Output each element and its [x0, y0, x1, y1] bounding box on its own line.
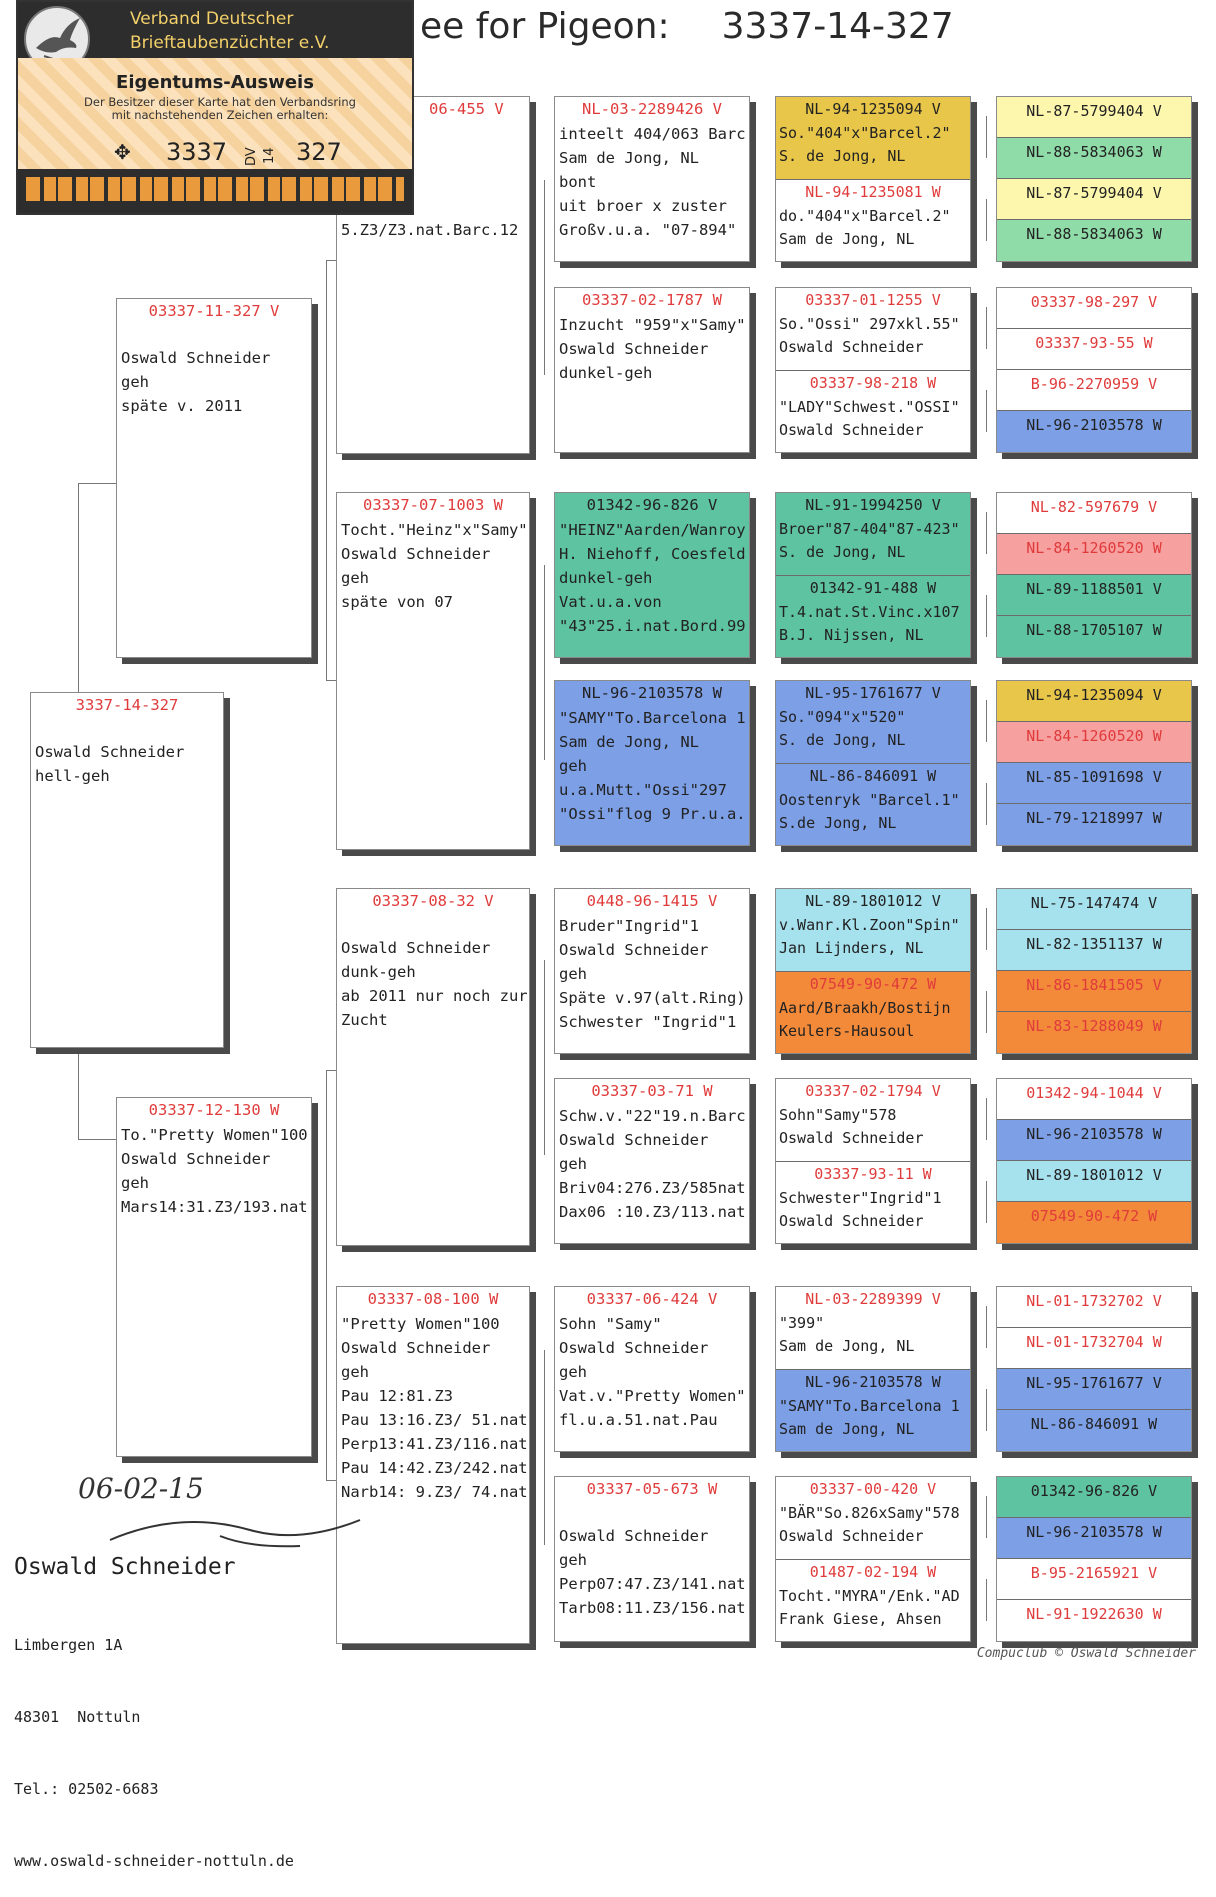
pedigree-ggp-3[interactable]: [554, 492, 750, 658]
ring-number: NL-94-1235094 V: [805, 100, 941, 118]
pedigree-mother[interactable]: [116, 1097, 312, 1457]
ring-number: 01342-91-488 W: [809, 579, 937, 597]
pigeon-info: Oswald Schneider hell-geh: [35, 743, 185, 785]
pigeon-info: 5.Z3/Z3.nat.Barc.12: [341, 221, 519, 239]
ring-number: NL-96-2103578 W: [805, 1373, 941, 1391]
ring-number: 03337-07-1003 W: [363, 496, 503, 514]
connector: [544, 180, 545, 375]
connector: [986, 1098, 987, 1140]
ring-number: 3337-14-327: [75, 696, 179, 714]
ancestor-ring[interactable]: NL-84-1260520 W: [997, 534, 1191, 575]
ancestor-ring[interactable]: NL-01-1732702 V: [997, 1287, 1191, 1328]
ring-number: 03337-02-1794 V: [805, 1082, 941, 1100]
pedigree-gggp-pair-4: [775, 680, 971, 846]
pedigree-gggp-6[interactable]: [776, 576, 970, 658]
connector: [544, 960, 545, 1155]
card-subtext: Der Besitzer dieser Karte hat den Verbandsring mit nachstehenden Zeichen erhalten:: [84, 95, 356, 122]
ancestor-ring[interactable]: NL-88-1705107 W: [997, 616, 1191, 657]
owner-name: Oswald Schneider: [14, 1554, 236, 1580]
seal-icon: ✥: [114, 140, 131, 164]
pedigree-grandparent-2[interactable]: [336, 492, 530, 850]
ancestor-ring[interactable]: 03337-98-297 V: [997, 288, 1191, 329]
pedigree-gggp-9[interactable]: [776, 889, 970, 972]
connector: [326, 260, 336, 261]
ancestor-ring[interactable]: NL-91-1922630 W: [997, 1600, 1191, 1641]
ring-number: 03337-06-424 V: [586, 1290, 718, 1308]
ring-number: 01487-02-194 W: [809, 1563, 937, 1581]
ancestor-ring[interactable]: NL-82-1351137 W: [997, 930, 1191, 971]
connector: [78, 1139, 116, 1140]
title-pigeon-number: 3337-14-327: [721, 6, 954, 47]
pedigree-ancestor-group-3: [996, 492, 1192, 658]
decorative-band: [26, 177, 404, 201]
pedigree-gggp-1[interactable]: [776, 97, 970, 180]
pedigree-ggp-1[interactable]: [554, 96, 750, 262]
pigeon-info: "Pretty Women"100 Oswald Schneider geh Pau 12:81.Z3 Pau 13:16.Z3/ 51.nat Perp13:41.Z3/116.nat Pau 14:42.Z3/242.nat Narb14: 9.Z3/ 74.nat: [341, 1315, 528, 1501]
pigeon-info: Oswald Schneider geh späte v. 2011: [121, 349, 271, 415]
ancestor-ring[interactable]: NL-95-1761677 V: [997, 1369, 1191, 1410]
pedigree-gggp-pair-1: [775, 96, 971, 262]
ancestor-ring[interactable]: NL-87-5799404 V: [997, 179, 1191, 220]
ancestor-ring[interactable]: NL-96-2103578 W: [997, 1518, 1191, 1559]
title-text: ee for Pigeon:: [420, 6, 670, 47]
page-title: [420, 6, 954, 47]
connector: [326, 1070, 336, 1071]
connector: [78, 483, 116, 484]
pedigree-gggp-2[interactable]: [776, 180, 970, 262]
ring-number: NL-03-2289426 V: [582, 100, 722, 118]
card-line-2: Brieftaubenzüchter e.V.: [130, 33, 330, 53]
connector: [326, 680, 336, 681]
ring-number: 03337-00-420 V: [809, 1480, 937, 1498]
card-line-1: Verband Deutscher: [130, 9, 294, 29]
pedigree-ggp-8[interactable]: [554, 1476, 750, 1642]
ring-number: 03337-02-1787 W: [582, 291, 722, 309]
pedigree-ancestor-group-8: [996, 1476, 1192, 1642]
pedigree-ancestor-group-1: [996, 96, 1192, 262]
ancestor-ring[interactable]: NL-01-1732704 W: [997, 1328, 1191, 1369]
ring-number: NL-03-2289399 V: [805, 1290, 941, 1308]
owner-website[interactable]: www.oswald-schneider-nottuln.de: [14, 1852, 294, 1870]
card-year: 14: [262, 147, 277, 164]
pedigree-gggp-pair-2: [775, 287, 971, 453]
pigeon-info: "SAMY"To.Barcelona 1 Sam de Jong, NL: [779, 1397, 960, 1438]
ring-number: 03337-12-130 W: [148, 1101, 280, 1119]
pigeon-info: "BÄR"So.826xSamy"578 Oswald Schneider: [779, 1504, 960, 1545]
pigeon-info: "SAMY"To.Barcelona 1 Sam de Jong, NL geh u.a.Mutt."Ossi"297 "Ossi"flog 9 Pr.u.a.: [559, 709, 746, 823]
connector: [78, 483, 79, 693]
connector: [986, 1496, 987, 1538]
pigeon-info: T.4.nat.St.Vinc.x107 B.J. Nijssen, NL: [779, 603, 960, 644]
pigeon-info: Aard/Braakh/Bostijn Keulers-Hausoul: [779, 999, 951, 1040]
ring-number: 07549-90-472 W: [809, 975, 937, 993]
connector: [986, 700, 987, 742]
pigeon-info: Sohn "Samy" Oswald Schneider geh Vat.v."Pretty Women" fl.u.a.51.nat.Pau: [559, 1315, 746, 1429]
owner-phone: Tel.: 02502-6683: [14, 1780, 159, 1798]
ancestor-ring[interactable]: 01342-96-826 V: [997, 1477, 1191, 1518]
card-heading: Eigentums-Ausweis: [116, 72, 314, 93]
ring-number: 03337-08-32 V: [372, 892, 494, 910]
pedigree-ggp-5[interactable]: [554, 888, 750, 1054]
ring-number: NL-91-1994250 V: [805, 496, 941, 514]
connector: [986, 1579, 987, 1621]
ring-number: 03337-05-673 W: [586, 1480, 718, 1498]
connector: [326, 1480, 336, 1481]
connector: [986, 512, 987, 554]
ring-number: 06-455 V: [429, 100, 504, 118]
ring-number: 03337-08-100 W: [367, 1290, 499, 1308]
connector: [326, 1070, 327, 1480]
pedigree-gggp-pair-8: [775, 1476, 971, 1642]
connector: [986, 991, 987, 1033]
connector: [544, 1350, 545, 1545]
pedigree-gggp-5[interactable]: [776, 493, 970, 576]
pedigree-gggp-8[interactable]: [776, 764, 970, 846]
pigeon-info: Inzucht "959"x"Samy" Oswald Schneider dunkel-geh: [559, 316, 746, 382]
pedigree-gggp-pair-6: [775, 1078, 971, 1244]
ring-number: 01342-96-826 V: [586, 496, 718, 514]
ancestor-ring[interactable]: 07549-90-472 W: [997, 1202, 1191, 1243]
pedigree-gggp-14[interactable]: [776, 1370, 970, 1452]
pigeon-info: To."Pretty Women"100 Oswald Schneider geh Mars14:31.Z3/193.nat: [121, 1126, 308, 1216]
pedigree-ancestor-group-2: [996, 287, 1192, 453]
ancestor-ring[interactable]: B-95-2165921 V: [997, 1559, 1191, 1600]
pedigree-gggp-15[interactable]: [776, 1477, 970, 1560]
ancestor-ring[interactable]: NL-96-2103578 W: [997, 1120, 1191, 1161]
pedigree-gggp-12[interactable]: [776, 1162, 970, 1244]
pedigree-ggp-7[interactable]: [554, 1286, 750, 1452]
ancestor-ring[interactable]: NL-89-1188501 V: [997, 575, 1191, 616]
pigeon-info: So."404"x"Barcel.2" S. de Jong, NL: [779, 124, 951, 165]
pigeon-info: So."Ossi" 297xkl.55" Oswald Schneider: [779, 315, 960, 356]
connector: [986, 307, 987, 349]
pigeon-info: v.Wanr.Kl.Zoon"Spin" Jan Lijnders, NL: [779, 916, 960, 957]
pigeon-info: Oswald Schneider dunk-geh ab 2011 nur noch zur Zucht: [341, 939, 528, 1029]
pedigree-gggp-11[interactable]: [776, 1079, 970, 1162]
pedigree-father[interactable]: [116, 298, 312, 658]
connector: [986, 908, 987, 950]
ancestor-ring[interactable]: NL-79-1218997 W: [997, 804, 1191, 845]
pedigree-ancestor-group-5: [996, 888, 1192, 1054]
card-dv: DV: [244, 147, 259, 166]
pedigree-grandparent-4[interactable]: [336, 1286, 530, 1644]
pedigree-gggp-pair-5: [775, 888, 971, 1054]
connector: [986, 116, 987, 158]
owner-block: [14, 1505, 294, 1897]
ring-number: 03337-93-11 W: [814, 1165, 932, 1183]
pedigree-gggp-10[interactable]: [776, 972, 970, 1054]
owner-street: Limbergen 1A: [14, 1636, 123, 1654]
ancestor-ring[interactable]: NL-94-1235094 V: [997, 681, 1191, 722]
connector: [986, 199, 987, 241]
ring-number: NL-96-2103578 W: [582, 684, 722, 702]
pigeon-info: Tocht."MYRA"/Enk."AD Frank Giese, Ahsen: [779, 1587, 960, 1628]
pedigree-ancestor-group-7: [996, 1286, 1192, 1452]
pigeon-info: "LADY"Schwest."OSSI" Oswald Schneider: [779, 398, 960, 439]
ancestor-ring[interactable]: NL-75-147474 V: [997, 889, 1191, 930]
ring-number: 03337-98-218 W: [809, 374, 937, 392]
owner-city: 48301 Nottuln: [14, 1708, 141, 1726]
ancestor-ring[interactable]: NL-83-1288049 W: [997, 1012, 1191, 1053]
pigeon-info: Broer"87-404"87-423" S. de Jong, NL: [779, 520, 960, 561]
pigeon-info: Tocht."Heinz"x"Samy" Oswald Schneider geh späte von 07: [341, 521, 528, 611]
connector: [544, 565, 545, 760]
pigeon-info: Schw.v."22"19.n.Barc Oswald Schneider geh Briv04:276.Z3/585nat Dax06 :10.Z3/113.nat: [559, 1107, 746, 1221]
ring-number: NL-94-1235081 W: [805, 183, 941, 201]
pigeon-info: inteelt 404/063 Barc Sam de Jong, NL bont uit broer x zuster Großv.u.a. "07-894": [559, 125, 746, 239]
pedigree-grandparent-3[interactable]: [336, 888, 530, 1246]
connector: [78, 1047, 79, 1139]
ring-number: NL-95-1761677 V: [805, 684, 941, 702]
card-club-number: 3337: [166, 138, 228, 166]
ancestor-ring[interactable]: NL-87-5799404 V: [997, 97, 1191, 138]
ring-number: NL-89-1801012 V: [805, 892, 941, 910]
pigeon-info: So."094"x"520" S. de Jong, NL: [779, 708, 906, 749]
ring-number: 0448-96-1415 V: [586, 892, 718, 910]
ancestor-ring[interactable]: NL-84-1260520 W: [997, 722, 1191, 763]
connector: [986, 1181, 987, 1223]
pedigree-gggp-4[interactable]: [776, 371, 970, 453]
pigeon-info: "399" Sam de Jong, NL: [779, 1314, 915, 1355]
pedigree-ggp-4[interactable]: [554, 680, 750, 846]
pigeon-info: Oostenryk "Barcel.1" S.de Jong, NL: [779, 791, 960, 832]
pedigree-gggp-7[interactable]: [776, 681, 970, 764]
ancestor-ring[interactable]: NL-86-1841505 V: [997, 971, 1191, 1012]
pedigree-subject[interactable]: [30, 692, 224, 1048]
ancestor-ring[interactable]: NL-89-1801012 V: [997, 1161, 1191, 1202]
pedigree-ancestor-group-4: [996, 680, 1192, 846]
ancestor-ring[interactable]: B-96-2270959 V: [997, 370, 1191, 411]
ancestor-ring[interactable]: NL-85-1091698 V: [997, 763, 1191, 804]
pigeon-info: Oswald Schneider geh Perp07:47.Z3/141.nat Tarb08:11.Z3/156.nat: [559, 1527, 746, 1617]
ancestor-ring[interactable]: 01342-94-1044 V: [997, 1079, 1191, 1120]
pedigree-gggp-16[interactable]: [776, 1560, 970, 1642]
ancestor-ring[interactable]: NL-82-597679 V: [997, 493, 1191, 534]
pedigree-ggp-6[interactable]: [554, 1078, 750, 1244]
pedigree-ancestor-group-6: [996, 1078, 1192, 1244]
ancestor-ring[interactable]: NL-86-846091 W: [997, 1410, 1191, 1451]
ancestor-ring[interactable]: NL-88-5834063 W: [997, 220, 1191, 261]
connector: [986, 595, 987, 637]
pigeon-info: "HEINZ"Aarden/Wanroy H. Niehoff, Coesfeld dunkel-geh Vat.u.a.von "43"25.i.nat.Bord.99: [559, 521, 746, 635]
ownership-card: [16, 0, 414, 215]
ring-number: NL-86-846091 W: [809, 767, 937, 785]
connector: [986, 783, 987, 825]
footer-credit: Compuclub © Oswald Schneider: [976, 1646, 1196, 1661]
pedigree-gggp-pair-7: [775, 1286, 971, 1452]
ring-number: 03337-01-1255 V: [805, 291, 941, 309]
pigeon-info: Sohn"Samy"578 Oswald Schneider: [779, 1106, 924, 1147]
pedigree-gggp-13[interactable]: [776, 1287, 970, 1370]
card-ring-numbers: [18, 136, 412, 168]
connector: [986, 390, 987, 432]
card-footer-band: [18, 169, 412, 213]
pedigree-gggp-pair-3: [775, 492, 971, 658]
pedigree-gggp-3[interactable]: [776, 288, 970, 371]
card-ring-number: 327: [296, 138, 342, 166]
ancestor-ring[interactable]: NL-96-2103578 W: [997, 411, 1191, 452]
ring-number: 03337-03-71 W: [591, 1082, 713, 1100]
connector: [326, 260, 327, 680]
ancestor-ring[interactable]: NL-88-5834063 W: [997, 138, 1191, 179]
pedigree-ggp-2[interactable]: [554, 287, 750, 453]
signature-date: 06-02-15: [78, 1472, 204, 1505]
pigeon-info: Schwester"Ingrid"1 Oswald Schneider: [779, 1189, 942, 1230]
pigeon-info: Bruder"Ingrid"1 Oswald Schneider geh Späte v.97(alt.Ring) Schwester "Ingrid"1: [559, 917, 746, 1031]
pigeon-info: do."404"x"Barcel.2" Sam de Jong, NL: [779, 207, 951, 248]
connector: [986, 1389, 987, 1431]
ancestor-ring[interactable]: 03337-93-55 W: [997, 329, 1191, 370]
ring-number: 03337-11-327 V: [148, 302, 280, 320]
connector: [986, 1306, 987, 1348]
